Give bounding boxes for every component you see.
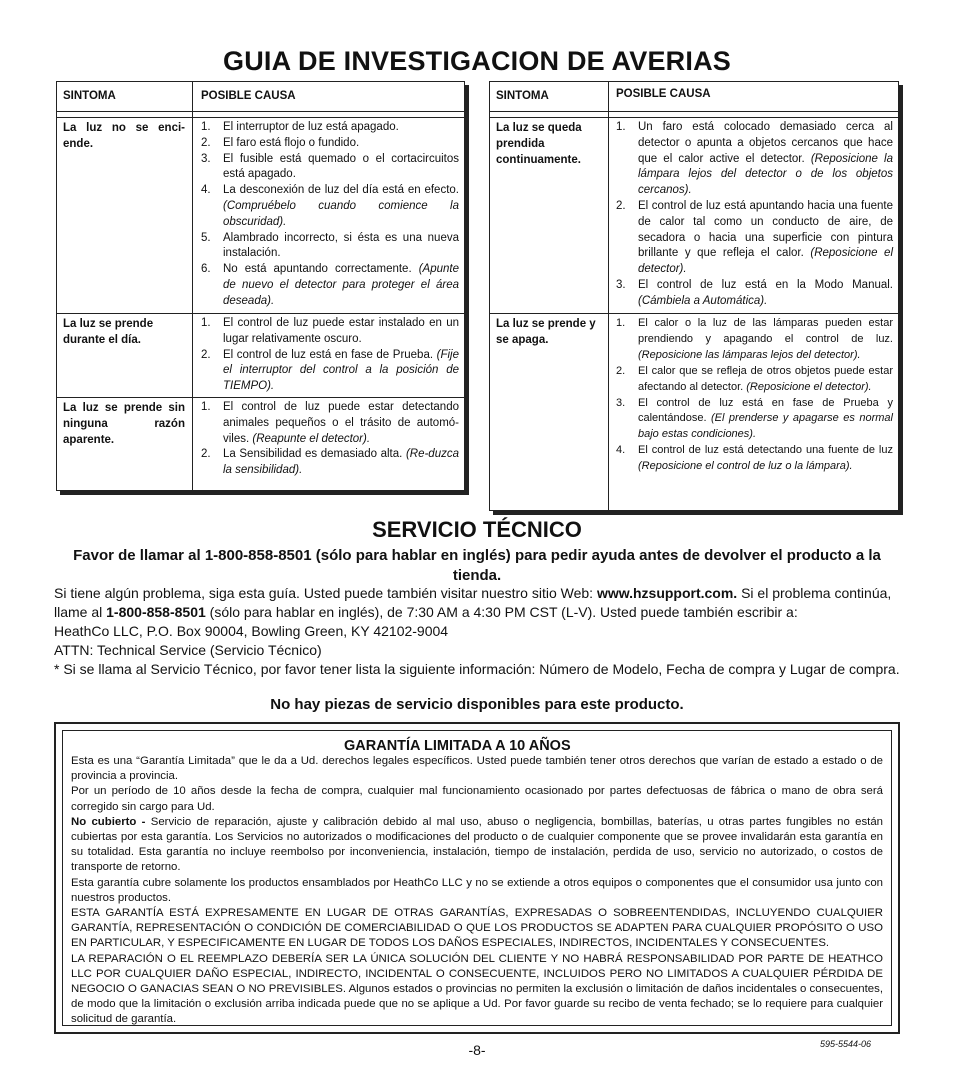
row-divider — [57, 397, 464, 398]
column-header-symptom: SINTOMA — [496, 90, 549, 102]
cause-item: 1. Un faro está colocado demasiado cerca al detector o apunta a objetos cercanos que hace que el calor active el detector. (Reposicione la lámpara lejos del detector o de los objetos cercanos). — [616, 121, 893, 197]
cause-list — [201, 120, 459, 310]
symptom-text: La luz se queda prendida continuamente. — [496, 122, 582, 166]
cause-item: 5. Alambrado incorrecto, si ésta es una nueva instalación. — [201, 231, 459, 260]
cause-item: 2. El calor que se refleja de otros objetos puede estar afectando al detector. (Reposicione el detector). — [616, 364, 893, 393]
symptom-text: La luz se prende sin ninguna razón aparente. — [63, 402, 185, 446]
no-parts-notice: No hay piezas de servicio disponibles para este producto. — [270, 696, 684, 713]
column-header-symptom: SINTOMA — [63, 90, 116, 102]
column-divider — [192, 82, 193, 490]
service-address: HeathCo LLC, P.O. Box 90004, Bowling Green, KY 42102-9004 — [54, 623, 449, 639]
cause-list — [201, 400, 459, 479]
table-header — [57, 82, 464, 112]
page-number: -8- — [468, 1042, 486, 1058]
troubleshooting-table-left — [56, 81, 465, 491]
row-divider — [57, 313, 464, 314]
service-attn: ATTN: Technical Service (Servicio Técnico) — [54, 642, 322, 658]
cause-item: 1. El control de luz puede estar detectando animales pequeños o el trásito de automó-viles. (Reapunte el detector). — [201, 401, 459, 445]
cause-item: 6. No está apuntando correctamente. (Apunte de nuevo el detector para proteger el área deseada). — [201, 263, 459, 307]
cause-item: 4. El control de luz está detectando una fuente de luz (Reposicione el control de luz o la lámpara). — [616, 444, 893, 473]
cause-list — [616, 316, 893, 475]
cause-list — [201, 316, 459, 395]
column-header-cause: POSIBLE CAUSA — [616, 88, 711, 100]
warranty-text — [71, 754, 883, 1028]
table-header — [490, 82, 898, 112]
header-double-line — [490, 117, 898, 118]
cause-item: 2. El control de luz está apuntando hacia una fuente de calor tal como un conducto de aire, de secadora o hacia una superficie con pintura brillante y que refleja el calor. (Reposicione el detector). — [616, 199, 894, 276]
support-phone: 1-800-858-8501 — [106, 604, 206, 620]
cause-item: 3. El control de luz está en la Modo Manual. (Cámbiela a Automática). — [616, 278, 893, 307]
page-title: GUIA DE INVESTIGACION DE AVERIAS — [223, 46, 731, 76]
service-call-notice: Favor de llamar al 1-800-858-8501 (sólo para hablar en inglés) para pedir ayuda antes de devolver el producto a la tienda. — [73, 547, 881, 584]
row-divider — [490, 313, 898, 314]
warranty-paragraph: Esta es una “Garantía Limitada” que le da a Ud. derechos legales específicos. Usted puede también tener otros derechos que varían de estado a estado o de provincia a provincia. — [71, 755, 883, 783]
cause-item: 3. El control de luz está en fase de Prueba y calentándose. (El prenderse y apagarse es normal bajo estas condiciones). — [616, 396, 893, 441]
cause-item: 1. El interruptor de luz está apagado. — [201, 121, 399, 133]
header-double-line — [57, 117, 464, 118]
column-divider — [608, 82, 609, 510]
warranty-heading: GARANTÍA LIMITADA A 10 AÑOS — [344, 738, 571, 754]
column-header-cause: POSIBLE CAUSA — [201, 90, 296, 102]
warranty-paragraph: ESTA GARANTÍA ESTÁ EXPRESAMENTE EN LUGAR DE OTRAS GARANTÍAS, EXPRESADAS O SOBREENTENDIDAS, INCLUYENDO CUALQUIER GARANTÍA, REPRESENTACIÓN O CONDICIÓN DE COMERCIABILIDAD O QUE LOS PRODUCTOS SE ADAPTEN PARA CUALQUIER PROPÓSITO O USO EN PARTICULAR, Y ESPECIFICAMENTE EN LUGAR DE TODOS LOS DAÑOS ESPECIALES, INDIRECTOS, INCIDENTALES Y CONSECUENTES. — [71, 907, 883, 950]
cause-item: 2. El control de luz está en fase de Prueba. (Fije el interruptor del control a la posición de TIEMPO). — [201, 348, 459, 393]
warranty-paragraph: Por un período de 10 años desde la fecha de compra, cualquier mal funcionamiento ocasionado por partes defectuosas de fábrica o mano de obra será corregido sin cargo para Ud. — [71, 785, 883, 813]
warranty-paragraph: Esta garantía cubre solamente los productos ensamblados por HeathCo LLC y no se extiende a otros equipos o componentes que el consumidor usa junto con nuestros productos. — [71, 876, 883, 904]
cause-item: 1. El calor o la luz de las lámparas pueden estar prendiendo y apagando el control de luz. (Reposicione las lámparas lejos del detector). — [616, 317, 893, 361]
warranty-paragraph: LA REPARACIÓN O EL REEMPLAZO DEBERÍA SER LA ÚNICA SOLUCIÓN DEL CLIENTE Y NO HABRÁ RESPONSABILIDAD POR PARTE DE HEATHCO LLC POR CUALQUIER DAÑO ESPECIAL, INDIRECTO, INCIDENTAL O CONSECUENTE, INCLUIDOS PERO NO LIMITADOS A CUALQUIER PÉRDIDA DE NEGOCIO O GANACIAS SEAN O NO PREVISIBLES. Algunos estados o provincias no permiten la exclusión o limitación de daños incidentales o consecuentes, de modo que la limitación o exclusión arriba indicada puede que no se aplique a Ud. Por favor guarde su recibo de venta fechado; se lo requiere para cualquier solicitud de garantía. — [71, 952, 883, 1026]
document-code: 595-5544-06 — [820, 1039, 872, 1049]
service-note: * Si se llama al Servicio Técnico, por favor tener lista la siguiente información: Número de Modelo, Fecha de compra y Lugar de compra. — [54, 661, 900, 677]
symptom-text: La luz no se enci-ende. — [63, 122, 185, 150]
cause-item: 2. La Sensibilidad es demasiado alta. (Re-duzca la sensibilidad). — [201, 448, 459, 477]
cause-item: 1. El control de luz puede estar instalado en un lugar relativamente oscuro. — [201, 317, 459, 345]
service-paragraph: Si tiene algún problema, siga esta guía. Usted puede también visitar nuestro sitio Web: www.hzsupport.com. Si el problema continúa, llame al 1-800-858-8501 (sólo para hablar en inglés), de 7:30 AM a 4:30 PM CST (L-V). Usted puede también escribir a: — [54, 585, 892, 620]
service-heading: SERVICIO TÉCNICO — [372, 517, 582, 542]
cause-item: 2. El faro está flojo o fundido. — [201, 136, 360, 149]
cause-list — [616, 120, 893, 310]
cause-item: 3. El fusible está quemado o el cortacircuitos está apagado. — [201, 152, 459, 181]
symptom-text: La luz se prende y se apaga. — [496, 318, 596, 346]
service-body — [54, 584, 900, 679]
troubleshooting-table-right — [489, 81, 899, 511]
cause-item: 4. La desconexión de luz del día está en efecto. (Compruébelo cuando comience la obscuridad). — [201, 184, 459, 228]
support-website-link[interactable]: www.hzsupport.com. — [596, 585, 738, 601]
warranty-paragraph: No cubierto - Servicio de reparación, ajuste y calibración debido al mal uso, abuso o negligencia, bombillas, baterías, u otras partes fungibles no están cubiertas por esta garantía. Los Servicios no autorizados o modificaciones del producto o de cualquier componente que se provee invalidarán esta garantía en su totalidad. Esta garantía no incluye reembolso por inconveniencia, instalación, tiempo de instalación, perdida de uso, servicio no autorizado, o costos de transporte de retorno. — [71, 815, 883, 874]
symptom-text: La luz se prende durante el día. — [63, 318, 154, 346]
